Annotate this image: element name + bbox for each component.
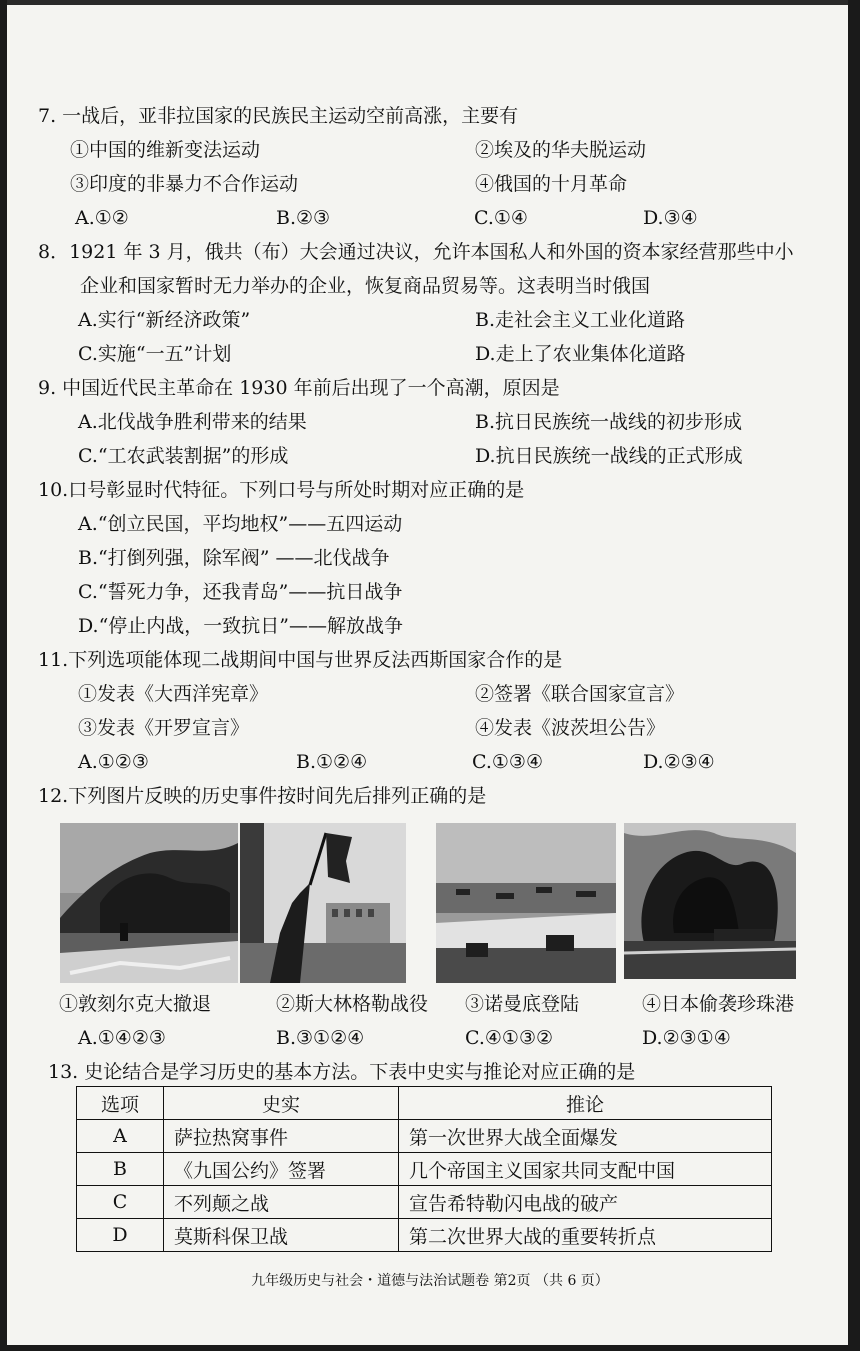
q12-option-a: A.①④②③: [78, 1027, 166, 1049]
table-cell-fact: 莫斯科保卫战: [164, 1219, 399, 1252]
q9-option-b: B.抗日民族统一战线的初步形成: [475, 411, 743, 433]
q12-option-c: C.④①③②: [465, 1027, 554, 1049]
q10-stem: 10.口号彰显时代特征。下列口号与所处时期对应正确的是: [38, 479, 525, 501]
q12-caption-1: ①敦刻尔克大撤退: [59, 993, 212, 1015]
q9-option-d: D.抗日民族统一战线的正式形成: [475, 445, 743, 467]
q11-item-3: ③发表《开罗宣言》: [78, 717, 250, 739]
q12-caption-3: ③诺曼底登陆: [465, 993, 580, 1015]
table-cell-fact: 《九国公约》签署: [164, 1153, 399, 1186]
table-header-cell: 史实: [164, 1087, 399, 1120]
dunkirk-photo: [60, 823, 238, 983]
q12-caption-2: ②斯大林格勒战役: [276, 993, 429, 1015]
table-header-cell: 推论: [399, 1087, 772, 1120]
q7-option-c: C.①④: [474, 207, 528, 229]
q13-table: [76, 1086, 772, 1252]
q13-stem: 13. 史论结合是学习历史的基本方法。下表中史实与推论对应正确的是: [48, 1061, 636, 1083]
q10-option-b: B.“打倒列强，除军阀” ——北伐战争: [78, 547, 390, 569]
q11-item-1: ①发表《大西洋宪章》: [78, 683, 269, 705]
q8-option-c: C.实施“一五”计划: [78, 343, 232, 365]
table-cell-inference: 几个帝国主义国家共同支配中国: [399, 1153, 772, 1186]
stalingrad-photo: [240, 823, 406, 983]
q11-item-4: ④发表《波茨坦公告》: [475, 717, 666, 739]
q9-stem: 9. 中国近代民主革命在 1930 年前后出现了一个高潮，原因是: [38, 377, 560, 399]
table-cell-option: C: [77, 1186, 164, 1219]
table-row: [77, 1120, 772, 1153]
q8-option-d: D.走上了农业集体化道路: [475, 343, 686, 365]
q7-option-b: B.②③: [276, 207, 331, 229]
table-cell-inference: 第一次世界大战全面爆发: [399, 1120, 772, 1153]
q12-option-b: B.③①②④: [276, 1027, 365, 1049]
q9-option-a: A.北伐战争胜利带来的结果: [78, 411, 307, 433]
table-cell-fact: 萨拉热窝事件: [164, 1120, 399, 1153]
q9-option-c: C.“工农武装割据”的形成: [78, 445, 289, 467]
q8-option-a: A.实行“新经济政策”: [78, 309, 251, 331]
q7-item-3: ③印度的非暴力不合作运动: [70, 173, 299, 195]
q7-option-d: D.③④: [643, 207, 698, 229]
q11-item-2: ②签署《联合国家宣言》: [475, 683, 685, 705]
q7-stem: 7. 一战后，亚非拉国家的民族民主运动空前高涨，主要有: [38, 105, 519, 127]
q12-stem: 12.下列图片反映的历史事件按时间先后排列正确的是: [38, 785, 487, 807]
q10-option-a: A.“创立民国，平均地权”——五四运动: [78, 513, 403, 535]
q11-option-d: D.②③④: [643, 751, 715, 773]
table-row: [77, 1153, 772, 1186]
q11-option-c: C.①③④: [472, 751, 543, 773]
q10-option-d: D.“停止内战，一致抗日”——解放战争: [78, 615, 404, 637]
table-header-row: [77, 1087, 772, 1120]
q7-item-4: ④俄国的十月革命: [475, 173, 628, 195]
normandy-photo: [436, 823, 616, 983]
table-cell-option: A: [77, 1120, 164, 1153]
q12-caption-4: ④日本偷袭珍珠港: [642, 993, 795, 1015]
page-footer: 九年级历史与社会・道德与法治试题卷 第2页 （共 6 页）: [251, 1273, 609, 1289]
q11-option-b: B.①②④: [296, 751, 368, 773]
table-cell-option: B: [77, 1153, 164, 1186]
table-cell-option: D: [77, 1219, 164, 1252]
pearl-harbor-photo: [624, 823, 796, 979]
q7-item-2: ②埃及的华夫脱运动: [475, 139, 647, 161]
table-row: [77, 1219, 772, 1252]
table-cell-inference: 第二次世界大战的重要转折点: [399, 1219, 772, 1252]
table-header-cell: 选项: [77, 1087, 164, 1120]
q8-stem-line-2: 企业和国家暂时无力举办的企业，恢复商品贸易等。这表明当时俄国: [80, 275, 651, 297]
q11-stem: 11.下列选项能体现二战期间中国与世界反法西斯国家合作的是: [38, 649, 563, 671]
q10-option-c: C.“誓死力争，还我青岛”——抗日战争: [78, 581, 403, 603]
q7-option-a: A.①②: [75, 207, 129, 229]
table-cell-fact: 不列颠之战: [164, 1186, 399, 1219]
q12-option-d: D.②③①④: [642, 1027, 731, 1049]
q7-item-1: ①中国的维新变法运动: [70, 139, 261, 161]
q11-option-a: A.①②③: [78, 751, 149, 773]
q8-stem-line-1: 8．1921 年 3 月，俄共（布）大会通过决议，允许本国私人和外国的资本家经营那些中小: [38, 241, 794, 263]
table-row: [77, 1186, 772, 1219]
q8-option-b: B.走社会主义工业化道路: [475, 309, 686, 331]
q12-photo-row: [56, 823, 796, 993]
table-cell-inference: 宣告希特勒闪电战的破产: [399, 1186, 772, 1219]
